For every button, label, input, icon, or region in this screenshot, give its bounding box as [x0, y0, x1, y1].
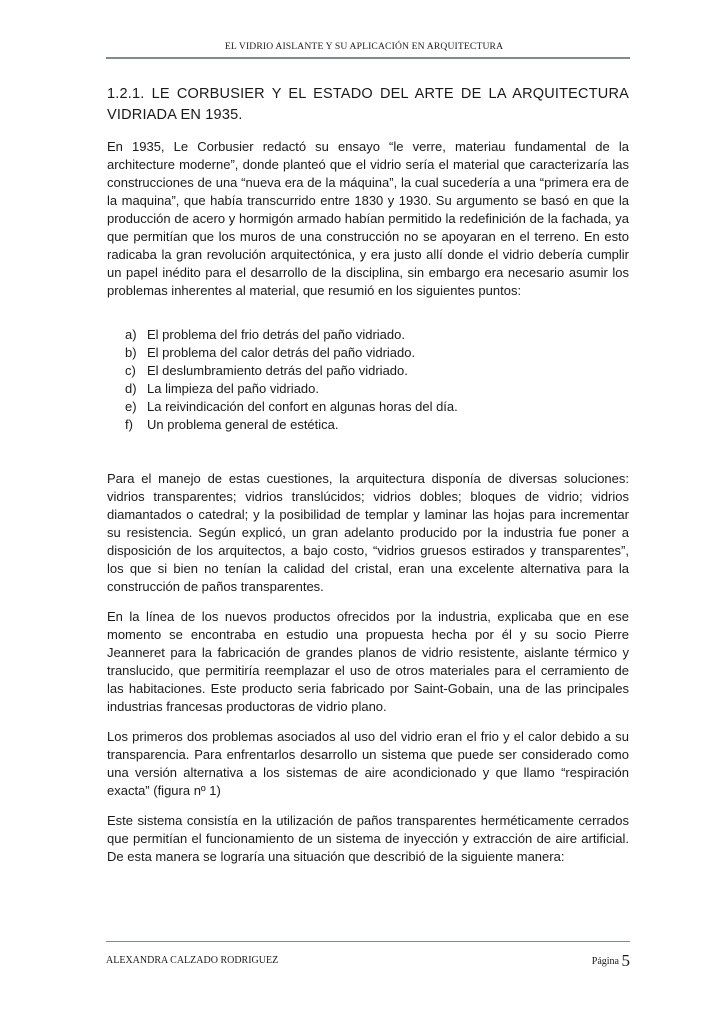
- problem-list: [107, 326, 629, 434]
- list-marker: d): [125, 381, 137, 396]
- list-item: [125, 398, 629, 416]
- list-item-text: La limpieza del paño vidriado.: [147, 381, 319, 396]
- running-header: EL VIDRIO AISLANTE Y SU APLICACIÓN EN ARQUITECTURA: [224, 41, 504, 52]
- list-item-text: Un problema general de estética.: [147, 417, 339, 432]
- list-marker: b): [125, 345, 137, 360]
- page-footer: [106, 941, 630, 976]
- paragraph-solutions: Para el manejo de estas cuestiones, la arquitectura disponía de diversas soluciones: vidrios transparentes; vidrios translúcidos; vidrios dobles; bloques de vidrio; vidrios diamantados o catedral; y la posibilidad de templar y laminar las hojas para incrementar su resistencia. Según explicó, un gran adelanto producido por la industria fue poner a disposición de los arquitectos, a bajo costo, “vidrios gruesos estirados y transparentes”, los que si bien no tenían la calidad del cristal, eran una excelente alternativa para la construcción de paños transparentes.: [107, 471, 629, 594]
- list-item: [125, 362, 629, 380]
- footer-page-label: Página: [591, 956, 619, 967]
- list-item-text: El problema del frio detrás del paño vidriado.: [147, 327, 405, 342]
- footer-page-info: [592, 951, 630, 971]
- list-item: [125, 380, 629, 398]
- paragraph-new-products: En la línea de los nuevos productos ofrecidos por la industria, explicaba que en ese momento se encontraba en estudio una propuesta hecha por él y su socio Pierre Jeanneret para la fabricación de grandes planos de vidrio resistente, aislante térmico y translucido, que permitiría reemplazar el uso de otros materiales para el cerramiento de las habitaciones. Este producto seria fabricado por Saint-Gobain, una de las principales industrias francesas productoras de vidrio plano.: [107, 609, 629, 714]
- header-rule: [106, 57, 630, 59]
- list-marker: c): [125, 363, 136, 378]
- list-marker: a): [125, 327, 137, 342]
- paragraph-intro: En 1935, Le Corbusier redactó su ensayo “le verre, materiau fundamental de la architecture moderne”, donde planteó que el vidrio sería el material que caracterizaría las construcciones de una “nueva era de la máquina”, la cual sucedería a una “primera era de la maquina”, que había transcurrido entre 1830 y 1930. Su argumento se basó en que la producción de acero y hormigón armado habían permitido la redefinición de la fachada, ya que permitían que los muros de una construcción no se apoyaran en el terreno. En esto radicaba la gran revolución arquitectónica, y era justo allí donde el vidrio debería cumplir un papel inédito para el desarrollo de la disciplina, sin embargo era necesario asumir los problemas inherentes al material, que resumió en los siguientes puntos:: [107, 139, 629, 298]
- list-marker: e): [125, 399, 137, 414]
- list-item: [125, 416, 629, 434]
- page-body: [107, 84, 629, 878]
- paragraph-system: Este sistema consistía en la utilización de paños transparentes herméticamente cerrados que permitían el funcionamiento de un sistema de inyección y extracción de aire artificial. De esta manera se lograría una situación que describió de la siguiente manera:: [107, 813, 629, 864]
- footer-page-number: 5: [621, 951, 630, 970]
- list-item: [125, 326, 629, 344]
- list-item: [125, 344, 629, 362]
- list-item-text: El deslumbramiento detrás del paño vidriado.: [147, 363, 408, 378]
- section-title: 1.2.1. LE CORBUSIER Y EL ESTADO DEL ARTE DE LA ARQUITECTURA VIDRIADA EN 1935.: [107, 86, 629, 123]
- list-item-text: El problema del calor detrás del paño vidriado.: [147, 345, 416, 360]
- paragraph-problems: Los primeros dos problemas asociados al uso del vidrio eran el frio y el calor debido a su transparencia. Para enfrentarlos desarrollo un sistema que puede ser considerado como una versión alternativa a los sistemas de aire acondicionado y que llamo “respiración exacta” (figura nº 1): [107, 729, 629, 798]
- list-marker: f): [125, 417, 133, 432]
- list-item-text: La reivindicación del confort en algunas horas del día.: [147, 399, 458, 414]
- footer-author: ALEXANDRA CALZADO RODRIGUEZ: [106, 955, 279, 966]
